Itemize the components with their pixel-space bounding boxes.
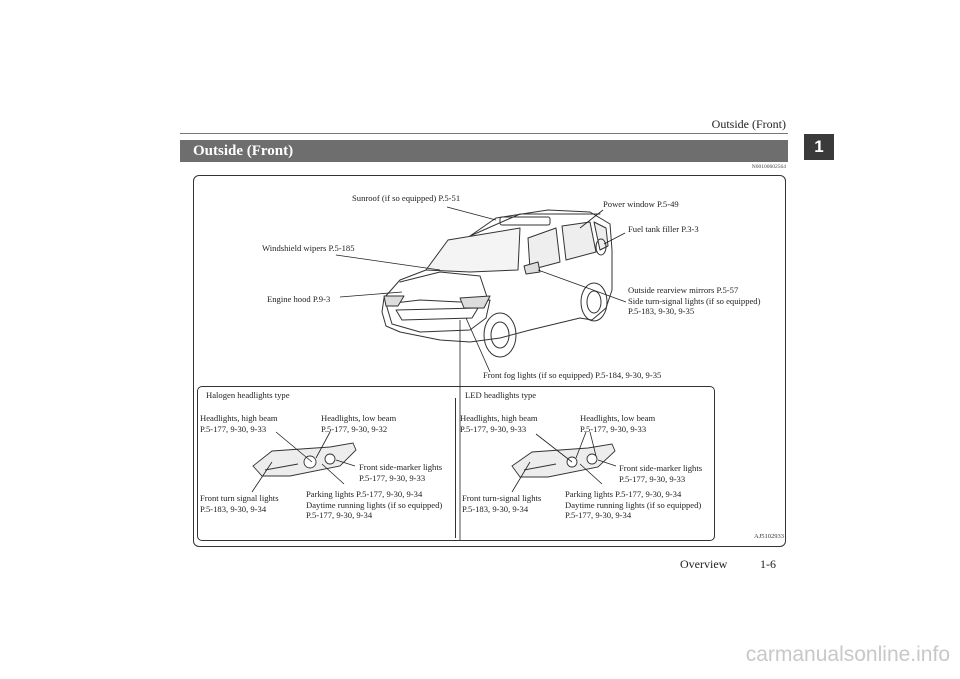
halogen-high-beam-line-1: Headlights, high beam xyxy=(200,413,278,423)
led-high-beam-line-2: P.5-177, 9-30, 9-33 xyxy=(460,423,527,434)
label-windshield-wipers: Windshield wipers P.5-185 xyxy=(262,243,355,253)
halogen-parking-line-2: Daytime running lights (if so equipped) xyxy=(306,499,443,510)
led-parking-line-2: Daytime running lights (if so equipped) xyxy=(565,499,702,510)
hood-line xyxy=(400,272,488,300)
label-mirrors-line-1: Outside rearview mirrors P.5-57 xyxy=(628,285,739,295)
footer-page-number: 1-6 xyxy=(760,557,776,571)
rear-side-window xyxy=(562,222,596,260)
led-low-beam-line-1: Headlights, low beam xyxy=(580,413,656,423)
led-parking-label xyxy=(565,489,701,521)
led-low-beam-label xyxy=(580,413,655,434)
label-mirrors xyxy=(628,285,760,317)
led-side-marker-label xyxy=(619,463,702,484)
led-turn-signal-line-2: P.5-183, 9-30, 9-34 xyxy=(462,503,529,514)
halogen-turn-signal-label xyxy=(200,493,279,514)
front-wheel-rim xyxy=(491,322,509,348)
led-side-marker-line-2: P.5-177, 9-30, 9-33 xyxy=(619,473,686,484)
section-title: Outside (Front) xyxy=(193,143,294,159)
led-turn-signal-line-1: Front turn-signal lights xyxy=(462,493,542,503)
halogen-low-beam-line-2: P.5-177, 9-30, 9-32 xyxy=(321,423,388,434)
led-parking-line-3: P.5-177, 9-30, 9-34 xyxy=(565,510,632,520)
chapter-tab: 1 xyxy=(804,134,834,160)
halogen-parking-line-1: Parking lights P.5-177, 9-30, 9-34 xyxy=(306,489,423,499)
label-power-window: Power window P.5-49 xyxy=(603,199,679,209)
led-high-beam-line-1: Headlights, high beam xyxy=(460,413,538,423)
rear-wheel-rim xyxy=(587,291,601,313)
running-title: Outside (Front) xyxy=(711,117,786,131)
halogen-side-marker-line-2: P.5-177, 9-30, 9-33 xyxy=(359,472,426,483)
halogen-headlight-unit xyxy=(253,443,356,476)
halogen-parking-label xyxy=(306,489,442,521)
led-parking-line-1: Parking lights P.5-177, 9-30, 9-34 xyxy=(565,489,682,499)
footer-section-name: Overview xyxy=(680,557,728,571)
document-code: N00100602564 xyxy=(751,164,786,170)
rear-wheel xyxy=(581,283,607,321)
halogen-parking-line-3: P.5-177, 9-30, 9-34 xyxy=(306,510,373,520)
halogen-title: Halogen headlights type xyxy=(206,390,290,400)
label-fuel-tank-filler: Fuel tank filler P.3-3 xyxy=(628,224,699,234)
halogen-low-beam-line-1: Headlights, low beam xyxy=(321,413,397,423)
right-headlight xyxy=(460,296,490,308)
halogen-turn-signal-line-2: P.5-183, 9-30, 9-34 xyxy=(200,503,267,514)
figure-code: AJ5102933 xyxy=(754,533,784,540)
halogen-side-marker-label xyxy=(359,462,442,483)
led-side-marker-line-1: Front side-marker lights xyxy=(619,463,703,473)
led-title: LED headlights type xyxy=(465,390,537,400)
halogen-side-marker-line-1: Front side-marker lights xyxy=(359,462,443,472)
watermark: carmanualsonline.info xyxy=(745,643,950,666)
label-mirrors-line-2: Side turn-signal lights (if so equipped) xyxy=(628,295,761,306)
side-mirror xyxy=(524,262,540,274)
led-turn-signal-label xyxy=(462,493,541,514)
halogen-low-beam-label xyxy=(321,413,396,434)
label-mirrors-line-3: P.5-183, 9-30, 9-35 xyxy=(628,306,695,316)
halogen-high-beam-line-2: P.5-177, 9-30, 9-33 xyxy=(200,423,267,434)
label-sunroof: Sunroof (if so equipped) P.5-51 xyxy=(352,193,461,203)
led-high-beam-label xyxy=(460,413,538,434)
label-engine-hood: Engine hood P.9-3 xyxy=(267,294,331,304)
sunroof-panel xyxy=(500,217,550,225)
led-low-beam-line-2: P.5-177, 9-30, 9-33 xyxy=(580,423,647,434)
left-headlight xyxy=(384,296,404,306)
halogen-high-beam-label xyxy=(200,413,278,434)
label-fog-lights: Front fog lights (if so equipped) P.5-184, 9-30, 9-35 xyxy=(483,370,662,380)
halogen-turn-signal-line-1: Front turn signal lights xyxy=(200,493,279,503)
